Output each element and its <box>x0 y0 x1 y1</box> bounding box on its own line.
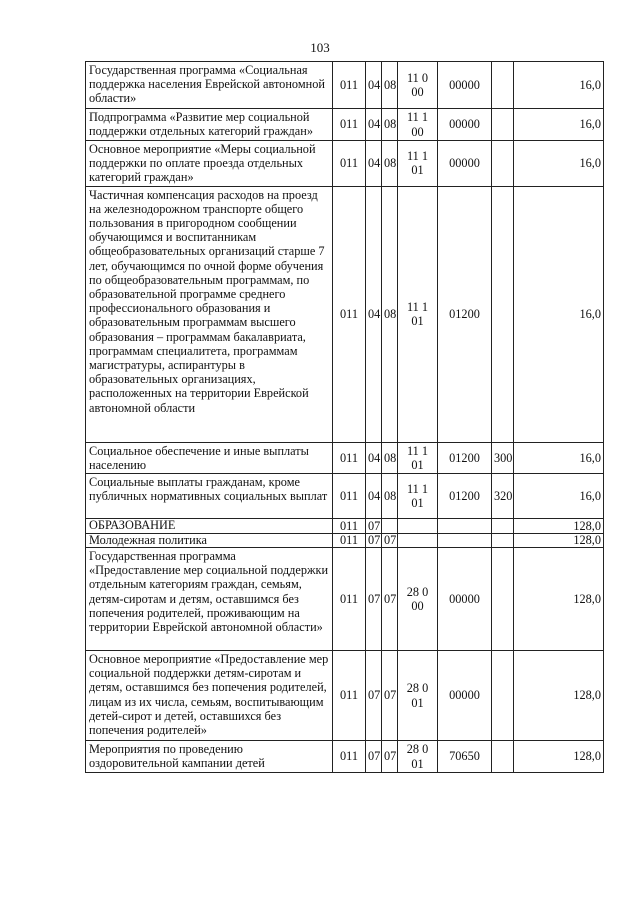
table-row <box>86 141 604 187</box>
code-expense-type <box>492 141 514 187</box>
table-row <box>86 651 604 741</box>
code-section: 07 <box>366 741 382 773</box>
code-subsection: 07 <box>382 651 398 741</box>
code-subsection: 08 <box>382 186 398 442</box>
code-subsection: 08 <box>382 62 398 109</box>
code-section: 04 <box>366 109 382 141</box>
code-admin: 011 <box>333 141 366 187</box>
code-admin: 011 <box>333 186 366 442</box>
row-name: Государственная программа «Предоставление мер социальной поддержки отдельным категориям граждан, семьям, детям-сиротам и детям, оставшимся без попечения родителей, проживающим на территории Еврейской автономной области» <box>86 548 333 651</box>
table-row <box>86 548 604 651</box>
code-target-direction: 00000 <box>438 141 492 187</box>
row-name: Социальное обеспечение и иные выплаты населению <box>86 442 333 473</box>
code-expense-type <box>492 519 514 534</box>
code-admin: 011 <box>333 741 366 773</box>
code-admin: 011 <box>333 442 366 473</box>
amount: 16,0 <box>514 62 604 109</box>
amount: 128,0 <box>514 651 604 741</box>
row-name: Основное мероприятие «Предоставление мер социальной поддержки детям-сиротам и детям, оставшимся без попечения родителей, лицам из их числа, семьям, воспитывающим детей-сирот и детей, оставшихся без попечения родителей» <box>86 651 333 741</box>
code-admin: 011 <box>333 62 366 109</box>
amount: 128,0 <box>514 741 604 773</box>
code-target-direction <box>438 519 492 534</box>
table-row <box>86 62 604 109</box>
code-target-direction: 00000 <box>438 109 492 141</box>
row-name: Государственная программа «Социальная поддержка населения Еврейской автономной области» <box>86 62 333 109</box>
code-subsection: 08 <box>382 474 398 519</box>
code-admin: 011 <box>333 109 366 141</box>
code-target-program: 11 1 01 <box>398 474 438 519</box>
code-expense-type <box>492 109 514 141</box>
table-row <box>86 534 604 548</box>
table-row <box>86 186 604 442</box>
code-admin: 011 <box>333 548 366 651</box>
code-admin: 011 <box>333 474 366 519</box>
table-row <box>86 741 604 773</box>
code-target-program: 11 0 00 <box>398 62 438 109</box>
code-target-program: 11 1 01 <box>398 442 438 473</box>
code-expense-type <box>492 548 514 651</box>
amount: 16,0 <box>514 186 604 442</box>
code-admin: 011 <box>333 651 366 741</box>
code-section: 07 <box>366 519 382 534</box>
page-number: 103 <box>310 40 330 55</box>
budget-table <box>85 61 604 773</box>
code-section: 04 <box>366 141 382 187</box>
amount: 128,0 <box>514 519 604 534</box>
amount: 16,0 <box>514 474 604 519</box>
amount: 16,0 <box>514 442 604 473</box>
code-expense-type: 320 <box>492 474 514 519</box>
code-section: 07 <box>366 651 382 741</box>
table-row <box>86 474 604 519</box>
amount: 128,0 <box>514 548 604 651</box>
table-row <box>86 442 604 473</box>
code-target-program <box>398 534 438 548</box>
code-expense-type <box>492 534 514 548</box>
row-name: Мероприятия по проведению оздоровительной кампании детей <box>86 741 333 773</box>
amount: 16,0 <box>514 141 604 187</box>
row-name: Частичная компенсация расходов на проезд на железнодорожном транспорте общего пользования в пригородном сообщении обучающимся и воспитанникам общеобразовательных организаций старше 7 лет, обучающимся по очной форме обучения по общеобразовательным программам, по образовательной программе среднего профессионального образования и образовательным программам высшего образования – программам бакалавриата, программам специалитета, программам магистратуры, аспирантуры в образовательных организациях, расположенных на территории Еврейской автономной области <box>86 186 333 442</box>
code-target-program: 11 1 01 <box>398 186 438 442</box>
code-subsection: 08 <box>382 442 398 473</box>
row-name: Молодежная политика <box>86 534 333 548</box>
code-target-direction: 00000 <box>438 548 492 651</box>
code-section: 07 <box>366 534 382 548</box>
table-row <box>86 519 604 534</box>
code-target-program: 11 1 00 <box>398 109 438 141</box>
budget-table-body <box>86 62 604 773</box>
code-target-program: 28 0 00 <box>398 548 438 651</box>
code-target-direction: 01200 <box>438 442 492 473</box>
code-target-direction: 00000 <box>438 62 492 109</box>
code-target-program <box>398 519 438 534</box>
code-target-direction: 01200 <box>438 186 492 442</box>
row-name: Социальные выплаты гражданам, кроме публичных нормативных социальных выплат <box>86 474 333 519</box>
code-subsection: 07 <box>382 548 398 651</box>
code-expense-type <box>492 741 514 773</box>
code-section: 07 <box>366 548 382 651</box>
code-subsection: 07 <box>382 534 398 548</box>
code-target-direction: 01200 <box>438 474 492 519</box>
code-subsection: 08 <box>382 141 398 187</box>
table-row <box>86 109 604 141</box>
code-subsection <box>382 519 398 534</box>
row-name: Подпрограмма «Развитие мер социальной поддержки отдельных категорий граждан» <box>86 109 333 141</box>
code-admin: 011 <box>333 534 366 548</box>
code-target-direction: 00000 <box>438 651 492 741</box>
code-expense-type <box>492 651 514 741</box>
code-subsection: 08 <box>382 109 398 141</box>
code-subsection: 07 <box>382 741 398 773</box>
row-name: ОБРАЗОВАНИЕ <box>86 519 333 534</box>
code-section: 04 <box>366 186 382 442</box>
code-section: 04 <box>366 62 382 109</box>
code-target-direction: 70650 <box>438 741 492 773</box>
amount: 16,0 <box>514 109 604 141</box>
code-target-program: 28 0 01 <box>398 741 438 773</box>
code-target-program: 11 1 01 <box>398 141 438 187</box>
code-expense-type <box>492 186 514 442</box>
code-target-direction <box>438 534 492 548</box>
code-expense-type: 300 <box>492 442 514 473</box>
code-section: 04 <box>366 474 382 519</box>
amount: 128,0 <box>514 534 604 548</box>
code-admin: 011 <box>333 519 366 534</box>
code-target-program: 28 0 01 <box>398 651 438 741</box>
row-name: Основное мероприятие «Меры социальной поддержки по оплате проезда отдельных категорий граждан» <box>86 141 333 187</box>
code-expense-type <box>492 62 514 109</box>
code-section: 04 <box>366 442 382 473</box>
